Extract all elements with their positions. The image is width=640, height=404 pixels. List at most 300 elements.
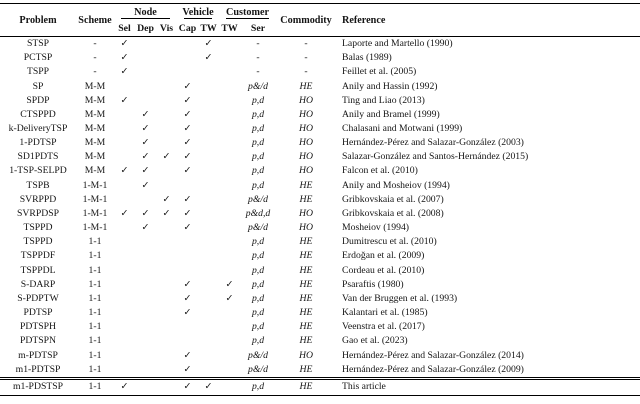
- cell-cap-check: ✓: [183, 109, 192, 120]
- table-row: [0, 65, 640, 79]
- cell-cap-check: ✓: [183, 279, 192, 290]
- cell-ref: Anily and Bramel (1999): [342, 108, 440, 120]
- group-header-node: Node: [114, 4, 177, 21]
- cell-ser: -: [256, 38, 260, 50]
- col-header-customer-tw: TW: [221, 22, 238, 34]
- cell-cap: [177, 264, 198, 278]
- cell-problem: TSPPDL: [20, 264, 56, 276]
- cell-sel: [114, 235, 135, 249]
- cell-com: HO: [299, 349, 314, 361]
- col-header-sel: Sel: [118, 22, 131, 34]
- table-row: [0, 207, 640, 221]
- cell-vis: [156, 51, 177, 65]
- cell-dep: [135, 306, 156, 320]
- cell-problem: TSPPD: [23, 236, 53, 248]
- cell-ref: Falcon et al. (2010): [342, 165, 418, 177]
- cell-problem: SD1PDTS: [17, 151, 59, 163]
- cell-vis: [156, 378, 177, 395]
- cell-problem: PCTSP: [23, 52, 53, 64]
- cell-ref: Ting and Liao (2013): [342, 94, 425, 106]
- cell-ser: p&/d: [248, 193, 268, 205]
- cell-cap-check: ✓: [183, 293, 192, 304]
- cell-scheme: 1-1: [88, 236, 102, 248]
- table-row: [0, 122, 640, 136]
- cell-ref: Psaraftis (1980): [342, 278, 404, 290]
- cell-ser: -: [256, 52, 260, 64]
- cell-ser: p&/d: [248, 222, 268, 234]
- cell-ref: Erdoğan et al. (2009): [342, 250, 425, 262]
- cell-vtw: [198, 150, 219, 164]
- cell-ser: p,d: [251, 236, 265, 248]
- cell-dep-check: ✓: [141, 138, 150, 149]
- cell-scheme: -: [93, 52, 97, 64]
- cell-dep: [135, 249, 156, 263]
- cell-com: HE: [299, 250, 313, 262]
- cell-scheme: 1-1: [88, 278, 102, 290]
- cell-cap-check: ✓: [183, 166, 192, 177]
- cell-vis: [156, 136, 177, 150]
- cell-problem: m-PDTSP: [18, 349, 58, 361]
- cell-cap: [177, 334, 198, 348]
- cell-ctw: [219, 193, 240, 207]
- cell-vis: [156, 320, 177, 334]
- cell-cap-check: ✓: [183, 382, 192, 393]
- cell-dep-check: ✓: [141, 152, 150, 163]
- cell-ref: Gribkovskaia et al. (2008): [342, 207, 444, 219]
- cell-vtw-check: ✓: [204, 382, 213, 393]
- cell-sel: [114, 136, 135, 150]
- cell-vtw: [198, 65, 219, 79]
- cell-cap: [177, 179, 198, 193]
- cell-ser: p&/d: [248, 363, 268, 375]
- cell-problem: m1-PDSTSP: [12, 381, 64, 393]
- cell-dep-check: ✓: [141, 180, 150, 191]
- cell-problem: TSPB: [26, 179, 50, 191]
- cell-problem: PDTSP: [23, 307, 53, 319]
- cell-cap: [177, 235, 198, 249]
- cell-ref: Hernández-Pérez and Salazar-González (2009): [342, 363, 524, 375]
- cell-vis: [156, 79, 177, 93]
- cell-com: -: [304, 52, 308, 64]
- cell-com: HE: [299, 381, 313, 393]
- cell-vis-check: ✓: [162, 194, 171, 205]
- table-row: [0, 221, 640, 235]
- cell-scheme: M-M: [84, 80, 106, 92]
- cell-ser: p,d: [251, 321, 265, 333]
- cell-vtw: [198, 306, 219, 320]
- cell-scheme: -: [93, 66, 97, 78]
- cell-ser: p,d: [251, 264, 265, 276]
- cell-cap-check: ✓: [183, 152, 192, 163]
- cell-sel: [114, 320, 135, 334]
- table-footer: [0, 378, 640, 395]
- cell-cap-check: ✓: [183, 223, 192, 234]
- cell-vtw: [198, 278, 219, 292]
- cell-vtw: [198, 164, 219, 178]
- table-row: [0, 348, 640, 362]
- cell-ctw: [219, 348, 240, 362]
- cell-com: HE: [299, 278, 313, 290]
- cell-vtw: [198, 193, 219, 207]
- cell-cap-check: ✓: [183, 138, 192, 149]
- cell-vtw: [198, 348, 219, 362]
- cell-ctw: [219, 363, 240, 379]
- cell-ser: p,d: [251, 381, 265, 393]
- cell-vtw: [198, 94, 219, 108]
- cell-vtw: [198, 221, 219, 235]
- cell-com: -: [304, 38, 308, 50]
- cell-ref: Van der Bruggen et al. (1993): [342, 292, 458, 304]
- cell-problem: CTSPPD: [20, 108, 56, 120]
- cell-ctw: [219, 207, 240, 221]
- cell-ser: p,d: [251, 307, 265, 319]
- cell-vtw-check: ✓: [204, 39, 213, 50]
- table-row: [0, 378, 640, 395]
- cell-com: HO: [299, 123, 314, 135]
- cell-dep-check: ✓: [141, 109, 150, 120]
- table-row: [0, 51, 640, 65]
- cell-ref: Kalantari et al. (1985): [342, 307, 428, 319]
- cell-ref: Hernández-Pérez and Salazar-González (2014): [342, 349, 524, 361]
- cell-vtw: [198, 292, 219, 306]
- cell-vis: [156, 278, 177, 292]
- group-header-vehicle: Vehicle: [177, 4, 219, 21]
- cell-ctw: [219, 136, 240, 150]
- cell-sel: [114, 150, 135, 164]
- cell-sel-check: ✓: [120, 382, 129, 393]
- cell-problem: k-DeliveryTSP: [8, 123, 68, 135]
- cell-ser: p,d: [251, 292, 265, 304]
- cell-dep: [135, 320, 156, 334]
- table-row: [0, 363, 640, 379]
- cell-sel: [114, 292, 135, 306]
- cell-com: HE: [299, 264, 313, 276]
- cell-ctw: [219, 179, 240, 193]
- cell-ref: Gao et al. (2023): [342, 335, 408, 347]
- cell-com: HE: [299, 307, 313, 319]
- cell-ref: This article: [342, 381, 386, 393]
- cell-dep: [135, 193, 156, 207]
- cell-ser: p,d: [251, 108, 265, 120]
- cell-vtw: [198, 79, 219, 93]
- col-header-commodity: Commodity: [280, 14, 332, 26]
- table-row: [0, 235, 640, 249]
- cell-cap-check: ✓: [183, 95, 192, 106]
- cell-problem: SP: [32, 80, 44, 92]
- cell-com: HE: [299, 321, 313, 333]
- table-body: [0, 37, 640, 379]
- cell-ref: Laporte and Martello (1990): [342, 38, 453, 50]
- cell-problem: PDTSPH: [19, 321, 57, 333]
- col-header-ser: Ser: [250, 22, 266, 34]
- cell-ref: Feillet et al. (2005): [342, 66, 417, 78]
- cell-ctw: [219, 108, 240, 122]
- cell-dep: [135, 292, 156, 306]
- cell-vtw: [198, 108, 219, 122]
- cell-sel-check: ✓: [120, 39, 129, 50]
- col-header-dep: Dep: [137, 22, 154, 34]
- cell-ctw: [219, 51, 240, 65]
- cell-ser: p,d: [251, 335, 265, 347]
- cell-com: HE: [299, 236, 313, 248]
- col-header-scheme: Scheme: [78, 14, 112, 26]
- cell-vtw: [198, 320, 219, 334]
- cell-scheme: 1-1: [88, 250, 102, 262]
- cell-scheme: M-M: [84, 108, 106, 120]
- cell-vis: [156, 348, 177, 362]
- table-row: [0, 334, 640, 348]
- cell-ser: p,d: [251, 250, 265, 262]
- table-row: [0, 292, 640, 306]
- cell-ctw: [219, 334, 240, 348]
- cell-ctw: [219, 320, 240, 334]
- cell-com: HO: [299, 165, 314, 177]
- cell-scheme: 1-M-1: [82, 222, 108, 234]
- cell-ctw: [219, 122, 240, 136]
- cell-vis: [156, 179, 177, 193]
- table-row: [0, 249, 640, 263]
- table-row: [0, 320, 640, 334]
- cell-ser: p,d: [251, 151, 265, 163]
- cell-scheme: M-M: [84, 137, 106, 149]
- cell-vtw-check: ✓: [204, 53, 213, 64]
- cell-ctw: [219, 235, 240, 249]
- cell-sel: [114, 306, 135, 320]
- cell-ctw: [219, 306, 240, 320]
- cell-vis: [156, 235, 177, 249]
- cell-ctw: [219, 150, 240, 164]
- cell-com: HO: [299, 137, 314, 149]
- cell-ser: p,d: [251, 179, 265, 191]
- cell-dep: [135, 65, 156, 79]
- cell-problem: S-PDPTW: [17, 292, 59, 304]
- table-row: [0, 179, 640, 193]
- cell-ref: Anily and Mosheiov (1994): [342, 179, 450, 191]
- cell-com: HE: [299, 335, 313, 347]
- cell-scheme: -: [93, 38, 97, 50]
- cell-ctw: [219, 249, 240, 263]
- cell-cap-check: ✓: [183, 124, 192, 135]
- cell-vis: [156, 37, 177, 52]
- cell-vis-check: ✓: [162, 152, 171, 163]
- table-row: [0, 264, 640, 278]
- cell-cap-check: ✓: [183, 208, 192, 219]
- cell-ref: Dumitrescu et al. (2010): [342, 236, 437, 248]
- cell-sel: [114, 249, 135, 263]
- cell-com: HO: [299, 151, 314, 163]
- cell-ctw-check: ✓: [225, 279, 234, 290]
- cell-ctw: [219, 37, 240, 52]
- cell-scheme: 1-1: [88, 321, 102, 333]
- cell-scheme: 1-1: [88, 335, 102, 347]
- table-row: [0, 193, 640, 207]
- cell-scheme: 1-1: [88, 264, 102, 276]
- cell-com: HO: [299, 94, 314, 106]
- cell-ref: Hernández-Pérez and Salazar-González (2003): [342, 137, 524, 149]
- cell-ctw-check: ✓: [225, 293, 234, 304]
- table-row: [0, 278, 640, 292]
- cell-ser: p&/d: [248, 80, 268, 92]
- cell-scheme: M-M: [84, 94, 106, 106]
- cell-dep: [135, 235, 156, 249]
- cell-ctw: [219, 79, 240, 93]
- table-row: [0, 37, 640, 52]
- cell-cap: [177, 51, 198, 65]
- col-header-reference: Reference: [342, 14, 386, 26]
- cell-dep: [135, 378, 156, 395]
- table-row: [0, 150, 640, 164]
- cell-problem: SVRPDSP: [16, 207, 59, 219]
- cell-sel: [114, 264, 135, 278]
- cell-dep: [135, 334, 156, 348]
- cell-scheme: 1-M-1: [82, 207, 108, 219]
- cell-ref: Mosheiov (1994): [342, 222, 410, 234]
- cell-scheme: 1-1: [88, 381, 102, 393]
- cell-ref: Chalasani and Motwani (1999): [342, 123, 463, 135]
- cell-sel-check: ✓: [120, 53, 129, 64]
- cell-sel: [114, 79, 135, 93]
- cell-ref: Gribkovskaia et al. (2007): [342, 193, 444, 205]
- cell-cap-check: ✓: [183, 308, 192, 319]
- cell-cap: [177, 37, 198, 52]
- cell-ser: p,d: [251, 94, 265, 106]
- cell-problem: 1-TSP-SELPD: [9, 165, 67, 177]
- cell-problem: STSP: [26, 38, 50, 50]
- cell-ctw: [219, 264, 240, 278]
- col-header-vis: Vis: [159, 22, 174, 34]
- cell-scheme: M-M: [84, 151, 106, 163]
- cell-problem: PDTSPN: [19, 335, 57, 347]
- cell-dep-check: ✓: [141, 208, 150, 219]
- col-header-problem: Problem: [19, 14, 57, 26]
- cell-dep: [135, 51, 156, 65]
- cell-ser: p,d: [251, 278, 265, 290]
- cell-com: HE: [299, 292, 313, 304]
- cell-scheme: 1-1: [88, 307, 102, 319]
- cell-problem: 1-PDTSP: [19, 137, 57, 149]
- table-row: [0, 79, 640, 93]
- cell-sel-check: ✓: [120, 95, 129, 106]
- cell-ctw: [219, 94, 240, 108]
- cell-sel: [114, 363, 135, 379]
- cell-sel-check: ✓: [120, 67, 129, 78]
- cell-vis: [156, 363, 177, 379]
- cell-sel-check: ✓: [120, 208, 129, 219]
- cell-vtw: [198, 334, 219, 348]
- cell-sel: [114, 122, 135, 136]
- col-header-vehicle-tw: TW: [200, 22, 217, 34]
- table-row: [0, 136, 640, 150]
- table-header: [0, 4, 640, 37]
- cell-problem: S-DARP: [20, 278, 56, 290]
- cell-problem: TSPP: [26, 66, 50, 78]
- cell-vtw: [198, 207, 219, 221]
- cell-sel: [114, 108, 135, 122]
- cell-ser: p&/d: [248, 349, 268, 361]
- cell-problem: SPDP: [26, 94, 50, 106]
- cell-dep: [135, 363, 156, 379]
- cell-problem: m1-PDTSP: [15, 363, 61, 375]
- cell-ctw: [219, 378, 240, 395]
- cell-dep-check: ✓: [141, 124, 150, 135]
- col-header-cap: Cap: [178, 22, 197, 34]
- cell-vis: [156, 264, 177, 278]
- cell-cap-check: ✓: [183, 81, 192, 92]
- problem-variants-table: [0, 3, 640, 396]
- cell-ref: Balas (1989): [342, 52, 392, 64]
- cell-vis-check: ✓: [162, 208, 171, 219]
- cell-ref: Salazar-González and Santos-Hernández (2015): [342, 151, 529, 163]
- cell-vis: [156, 292, 177, 306]
- cell-dep: [135, 264, 156, 278]
- cell-cap: [177, 65, 198, 79]
- cell-com: HE: [299, 193, 313, 205]
- cell-scheme: 1-1: [88, 292, 102, 304]
- cell-ref: Veenstra et al. (2017): [342, 321, 425, 333]
- cell-com: HE: [299, 363, 313, 375]
- cell-vtw: [198, 363, 219, 379]
- group-header-customer: Customer: [219, 4, 276, 21]
- cell-sel: [114, 221, 135, 235]
- cell-com: HO: [299, 207, 314, 219]
- cell-ser: p,d: [251, 123, 265, 135]
- cell-com: HE: [299, 80, 313, 92]
- cell-ser: p,d: [251, 165, 265, 177]
- cell-vis: [156, 94, 177, 108]
- cell-sel: [114, 278, 135, 292]
- cell-dep: [135, 278, 156, 292]
- cell-ser: p,d: [251, 137, 265, 149]
- cell-ref: Cordeau et al. (2010): [342, 264, 425, 276]
- cell-sel-check: ✓: [120, 166, 129, 177]
- cell-ref: Anily and Hassin (1992): [342, 80, 438, 92]
- cell-com: -: [304, 66, 308, 78]
- cell-ser: p&d,d: [245, 207, 271, 219]
- cell-ser: -: [256, 66, 260, 78]
- cell-scheme: M-M: [84, 123, 106, 135]
- cell-scheme: 1-M-1: [82, 193, 108, 205]
- cell-dep: [135, 37, 156, 52]
- cell-vtw: [198, 122, 219, 136]
- cell-vis: [156, 108, 177, 122]
- cell-cap-check: ✓: [183, 350, 192, 361]
- cell-dep: [135, 79, 156, 93]
- table-row: [0, 108, 640, 122]
- cell-dep: [135, 94, 156, 108]
- cell-scheme: 1-1: [88, 349, 102, 361]
- cell-dep-check: ✓: [141, 223, 150, 234]
- cell-problem: TSPPD: [23, 222, 53, 234]
- cell-cap-check: ✓: [183, 194, 192, 205]
- table-row: [0, 306, 640, 320]
- cell-vtw: [198, 249, 219, 263]
- cell-vis: [156, 122, 177, 136]
- cell-ctw: [219, 65, 240, 79]
- group-header-row: [0, 4, 640, 21]
- cell-sel: [114, 179, 135, 193]
- cell-vis: [156, 306, 177, 320]
- cell-dep-check: ✓: [141, 166, 150, 177]
- cell-cap: [177, 320, 198, 334]
- cell-scheme: M-M: [84, 165, 106, 177]
- cell-scheme: 1-1: [88, 363, 102, 375]
- cell-ctw: [219, 164, 240, 178]
- cell-problem: TSPPDF: [20, 250, 56, 262]
- cell-vtw: [198, 179, 219, 193]
- cell-com: HO: [299, 108, 314, 120]
- cell-vis: [156, 221, 177, 235]
- cell-sel: [114, 348, 135, 362]
